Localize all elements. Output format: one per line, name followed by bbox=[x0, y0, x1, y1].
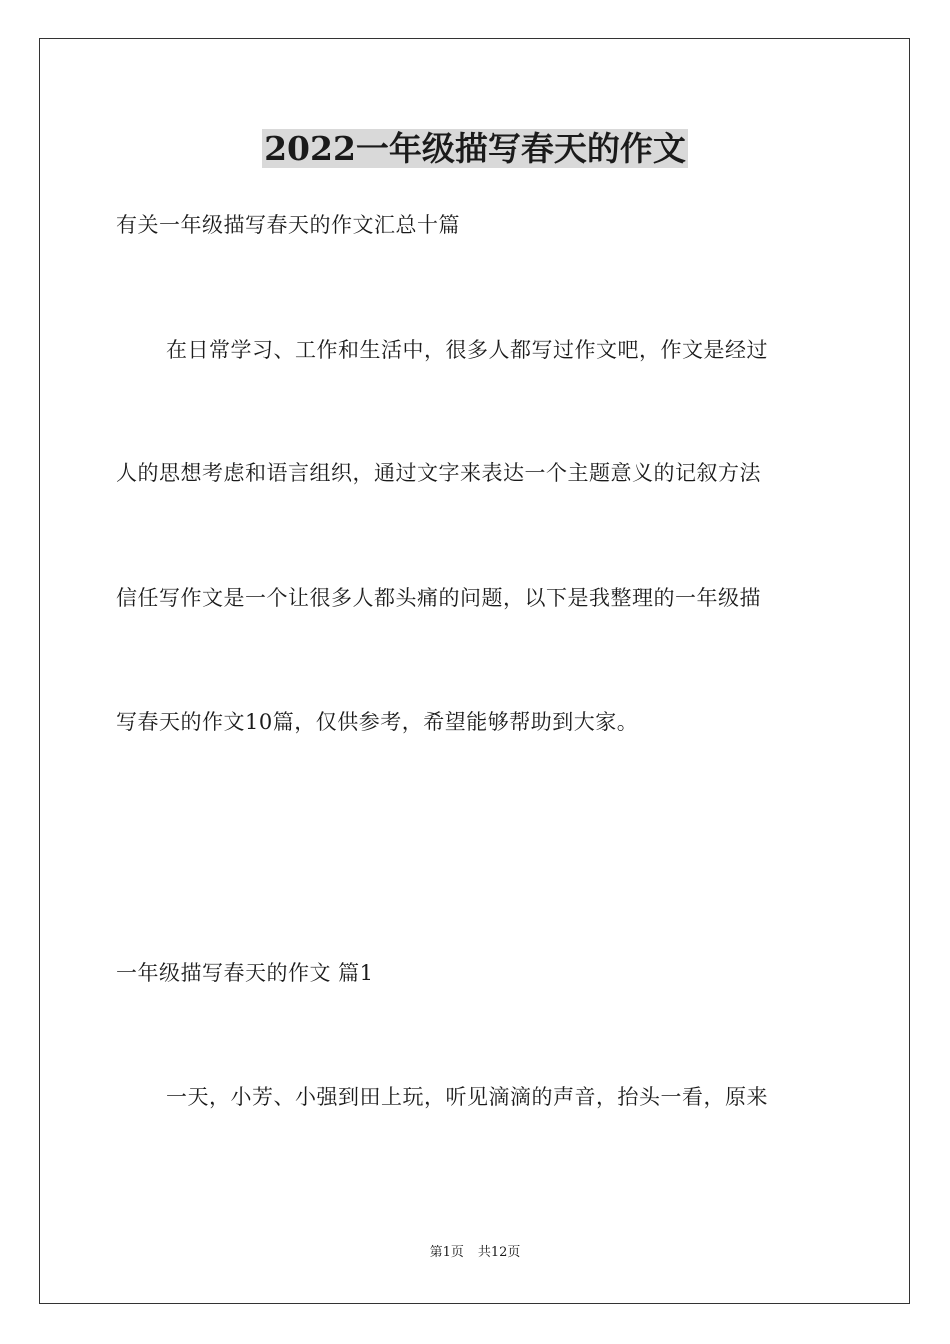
page-footer bbox=[0, 1244, 950, 1262]
page-total: 共12页 bbox=[477, 1245, 521, 1260]
section-line-1: 一天，小芳、小强到田上玩，听见滴滴的声音，抬头一看，原来 bbox=[166, 1085, 768, 1109]
title-text: 2022一年级描写春天的作文 bbox=[264, 129, 686, 168]
section-heading: 一年级描写春天的作文 篇1 bbox=[116, 961, 374, 985]
intro-line-4: 写春天的作文10篇，仅供参考，希望能够帮助到大家。 bbox=[116, 710, 639, 734]
intro-line-3: 信任写作文是一个让很多人都头痛的问题，以下是我整理的一年级描 bbox=[116, 586, 761, 610]
intro-line-2: 人的思想考虑和语言组织，通过文字来表达一个主题意义的记叙方法 bbox=[116, 461, 761, 485]
intro-line-1: 在日常学习、工作和生活中，很多人都写过作文吧，作文是经过 bbox=[166, 338, 768, 362]
page-number: 第1页 bbox=[429, 1245, 464, 1260]
document-subtitle: 有关一年级描写春天的作文汇总十篇 bbox=[116, 213, 460, 237]
document-title bbox=[0, 126, 950, 172]
